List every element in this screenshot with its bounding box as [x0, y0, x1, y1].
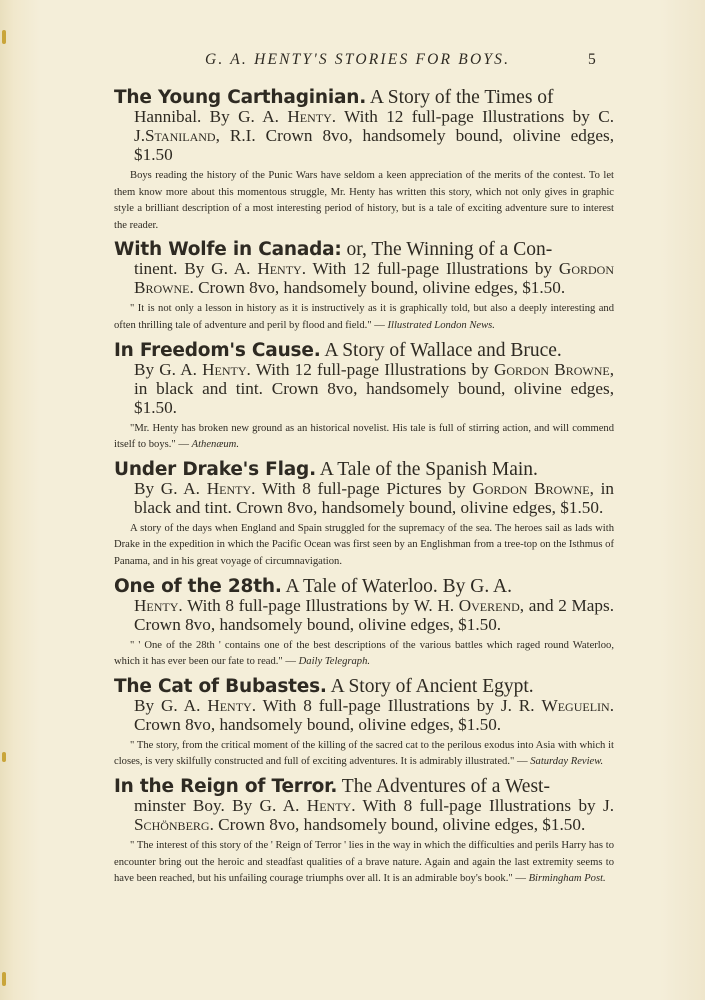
book-review [114, 738, 614, 771]
illustrator-name: Gordon Browne [134, 259, 615, 298]
book-entry [114, 777, 614, 888]
book-details [114, 596, 614, 634]
book-subtitle: A Story of the Times of [366, 87, 554, 108]
book-title: In Freedom's Cause. [114, 339, 321, 361]
book-description [114, 777, 614, 834]
book-review [114, 168, 614, 234]
review-text: " The story, from the critical moment of the killing of the sacred cat to the perilous exodus into Asia with which it closes, is very skilfully constructed and full of exciting adventures. It is admirably illustrated." — [114, 739, 614, 768]
details-middle: . With 8 full-page Pictures by [251, 478, 473, 498]
author-name: Henty [206, 478, 252, 498]
review-text: "Mr. Henty has broken new ground as an historical novelist. His tale is full of stirring action, and will commend itself to boys." — [114, 422, 614, 451]
author-name: Henty [134, 595, 179, 615]
page-number: 5 [588, 51, 596, 68]
review-source: Illustrated London News. [387, 319, 495, 331]
details-middle: . With 12 full-page Illustrations by [246, 359, 494, 379]
details-prefix: By G. A. [134, 359, 203, 379]
review-source: Birmingham Post. [528, 873, 606, 885]
book-review [114, 421, 614, 454]
details-middle: . With 12 full-page Illustrations by C. J. [134, 107, 614, 145]
book-details [114, 360, 614, 417]
review-text: " The interest of this story of the ' Reign of Terror ' lies in the way in which the difficulties and perils Harry has to encounter bring out the heroic and steadfast qualities of a brave nature. Again and again the last extremity seems to have been reached, but his unfailing courage triumphs over all. It is an admirable boy's book." — [114, 839, 614, 885]
details-suffix: , in black and tint. Crown 8vo, handsomely bound, olivine edges, $1.50. [134, 359, 614, 417]
review-text: " ' One of the 28th ' contains one of the best descriptions of the various battles which raged round Waterloo, which it has ever been our fate to read." — [114, 639, 614, 668]
details-middle: . With 8 full-page Illustrations by W. H. [178, 595, 459, 615]
illustrator-name: Gordon Browne [493, 359, 610, 379]
book-review [114, 301, 614, 334]
book-title: In the Reign of Terror. [114, 775, 338, 797]
book-description [114, 240, 614, 297]
page-header [0, 51, 705, 71]
illustrator-name: Staniland [145, 126, 216, 145]
book-details [114, 259, 614, 297]
author-name: Henty [306, 795, 352, 815]
book-title: One of the 28th. [114, 575, 282, 597]
details-prefix: minster Boy. By G. A. [134, 795, 307, 815]
book-subtitle: The Adventures of a West- [337, 775, 550, 797]
author-name: Henty [207, 695, 252, 715]
details-suffix: . Crown 8vo, handsomely bound, olivine edges, $1.50. [189, 278, 566, 298]
details-prefix: By G. A. [134, 695, 208, 715]
review-text: Boys reading the history of the Punic Wars have seldom a keen appreciation of the merits of the contest. To let them know more about this momentous struggle, Mr. Henty has written this story, which not only gives in graphic style a brilliant description of a most interesting period of history, but is a tale of exciting adventure sure to interest the reader. [114, 170, 614, 231]
book-title: The Cat of Bubastes. [114, 675, 327, 697]
details-middle: . With 12 full-page Illustrations by [301, 259, 559, 279]
book-subtitle: A Tale of Waterloo. By G. A. [281, 575, 513, 597]
author-name: Henty [287, 107, 332, 126]
details-prefix: By G. A. [134, 478, 207, 498]
details-suffix: , in black and tint. Crown 8vo, handsomely bound, olivine edges, $1.50. [134, 478, 615, 517]
page-edge-mark [2, 972, 6, 986]
details-middle: . With 8 full-page Illustrations by J. [351, 795, 614, 815]
review-source: Athenæum. [191, 439, 239, 451]
book-details [114, 107, 614, 164]
details-suffix: . Crown 8vo, handsomely bound, olivine edges, $1.50. [209, 814, 586, 834]
book-description [114, 677, 614, 734]
book-entry [114, 88, 614, 234]
review-source: Daily Telegraph. [298, 656, 371, 668]
author-name: Henty [257, 259, 302, 279]
details-suffix: , R.I. Crown 8vo, handsomely bound, olivine edges, $1.50 [134, 126, 614, 164]
book-title: The Young Carthaginian. [114, 87, 367, 108]
details-suffix: , and 2 Maps. Crown 8vo, handsomely bound, olivine edges, $1.50. [134, 595, 614, 634]
details-prefix: Hannibal. By G. A. [134, 107, 288, 126]
page-edge-mark [2, 30, 6, 44]
illustrator-name: Schönberg [134, 814, 210, 834]
book-description [114, 88, 614, 164]
book-entry [114, 240, 614, 334]
review-text: " It is not only a lesson in history as it is instructively as it is graphically told, but also a deeply interesting and often thrilling tale of adventure and peril by flood and field." — [114, 303, 614, 331]
book-description [114, 341, 614, 417]
book-review [114, 521, 614, 571]
book-subtitle: A Story of Wallace and Bruce. [320, 339, 562, 361]
details-middle: . With 8 full-page Illustrations by J. R. [251, 695, 542, 715]
illustrator-name: Weguelin [541, 695, 610, 715]
review-text: A story of the days when England and Spain struggled for the supremacy of the sea. The heroes sail as lads with Drake in the expedition in which the Pacific Ocean was first seen by an Englishman from a tree-top on the Isthmus of Panama, and in his great voyage of circumnavigation. [114, 522, 614, 567]
book-entry [114, 577, 614, 671]
review-source: Saturday Review. [530, 756, 604, 768]
details-prefix: tinent. By G. A. [134, 259, 258, 279]
book-subtitle: A Story of Ancient Egypt. [326, 675, 534, 697]
page-edge-mark [2, 752, 6, 762]
book-description [114, 460, 614, 517]
book-review [114, 638, 614, 671]
book-entry [114, 677, 614, 771]
details-suffix: . Crown 8vo, handsomely bound, olivine edges, $1.50. [134, 695, 614, 734]
book-subtitle: or, The Winning of a Con- [341, 239, 553, 261]
running-title: G. A. HENTY'S STORIES FOR BOYS. [205, 51, 511, 68]
author-name: Henty [202, 359, 247, 379]
book-details [114, 796, 614, 834]
book-title: Under Drake's Flag. [114, 458, 316, 480]
book-entry [114, 460, 614, 571]
illustrator-name: Gordon Browne [472, 478, 590, 498]
book-list [114, 88, 614, 894]
book-description [114, 577, 614, 634]
book-subtitle: A Tale of the Spanish Main. [315, 458, 538, 480]
book-details [114, 696, 614, 734]
book-review [114, 838, 614, 888]
book-title: With Wolfe in Canada: [114, 239, 342, 261]
book-details [114, 479, 614, 517]
book-entry [114, 341, 614, 454]
illustrator-name: Overend [458, 595, 520, 615]
